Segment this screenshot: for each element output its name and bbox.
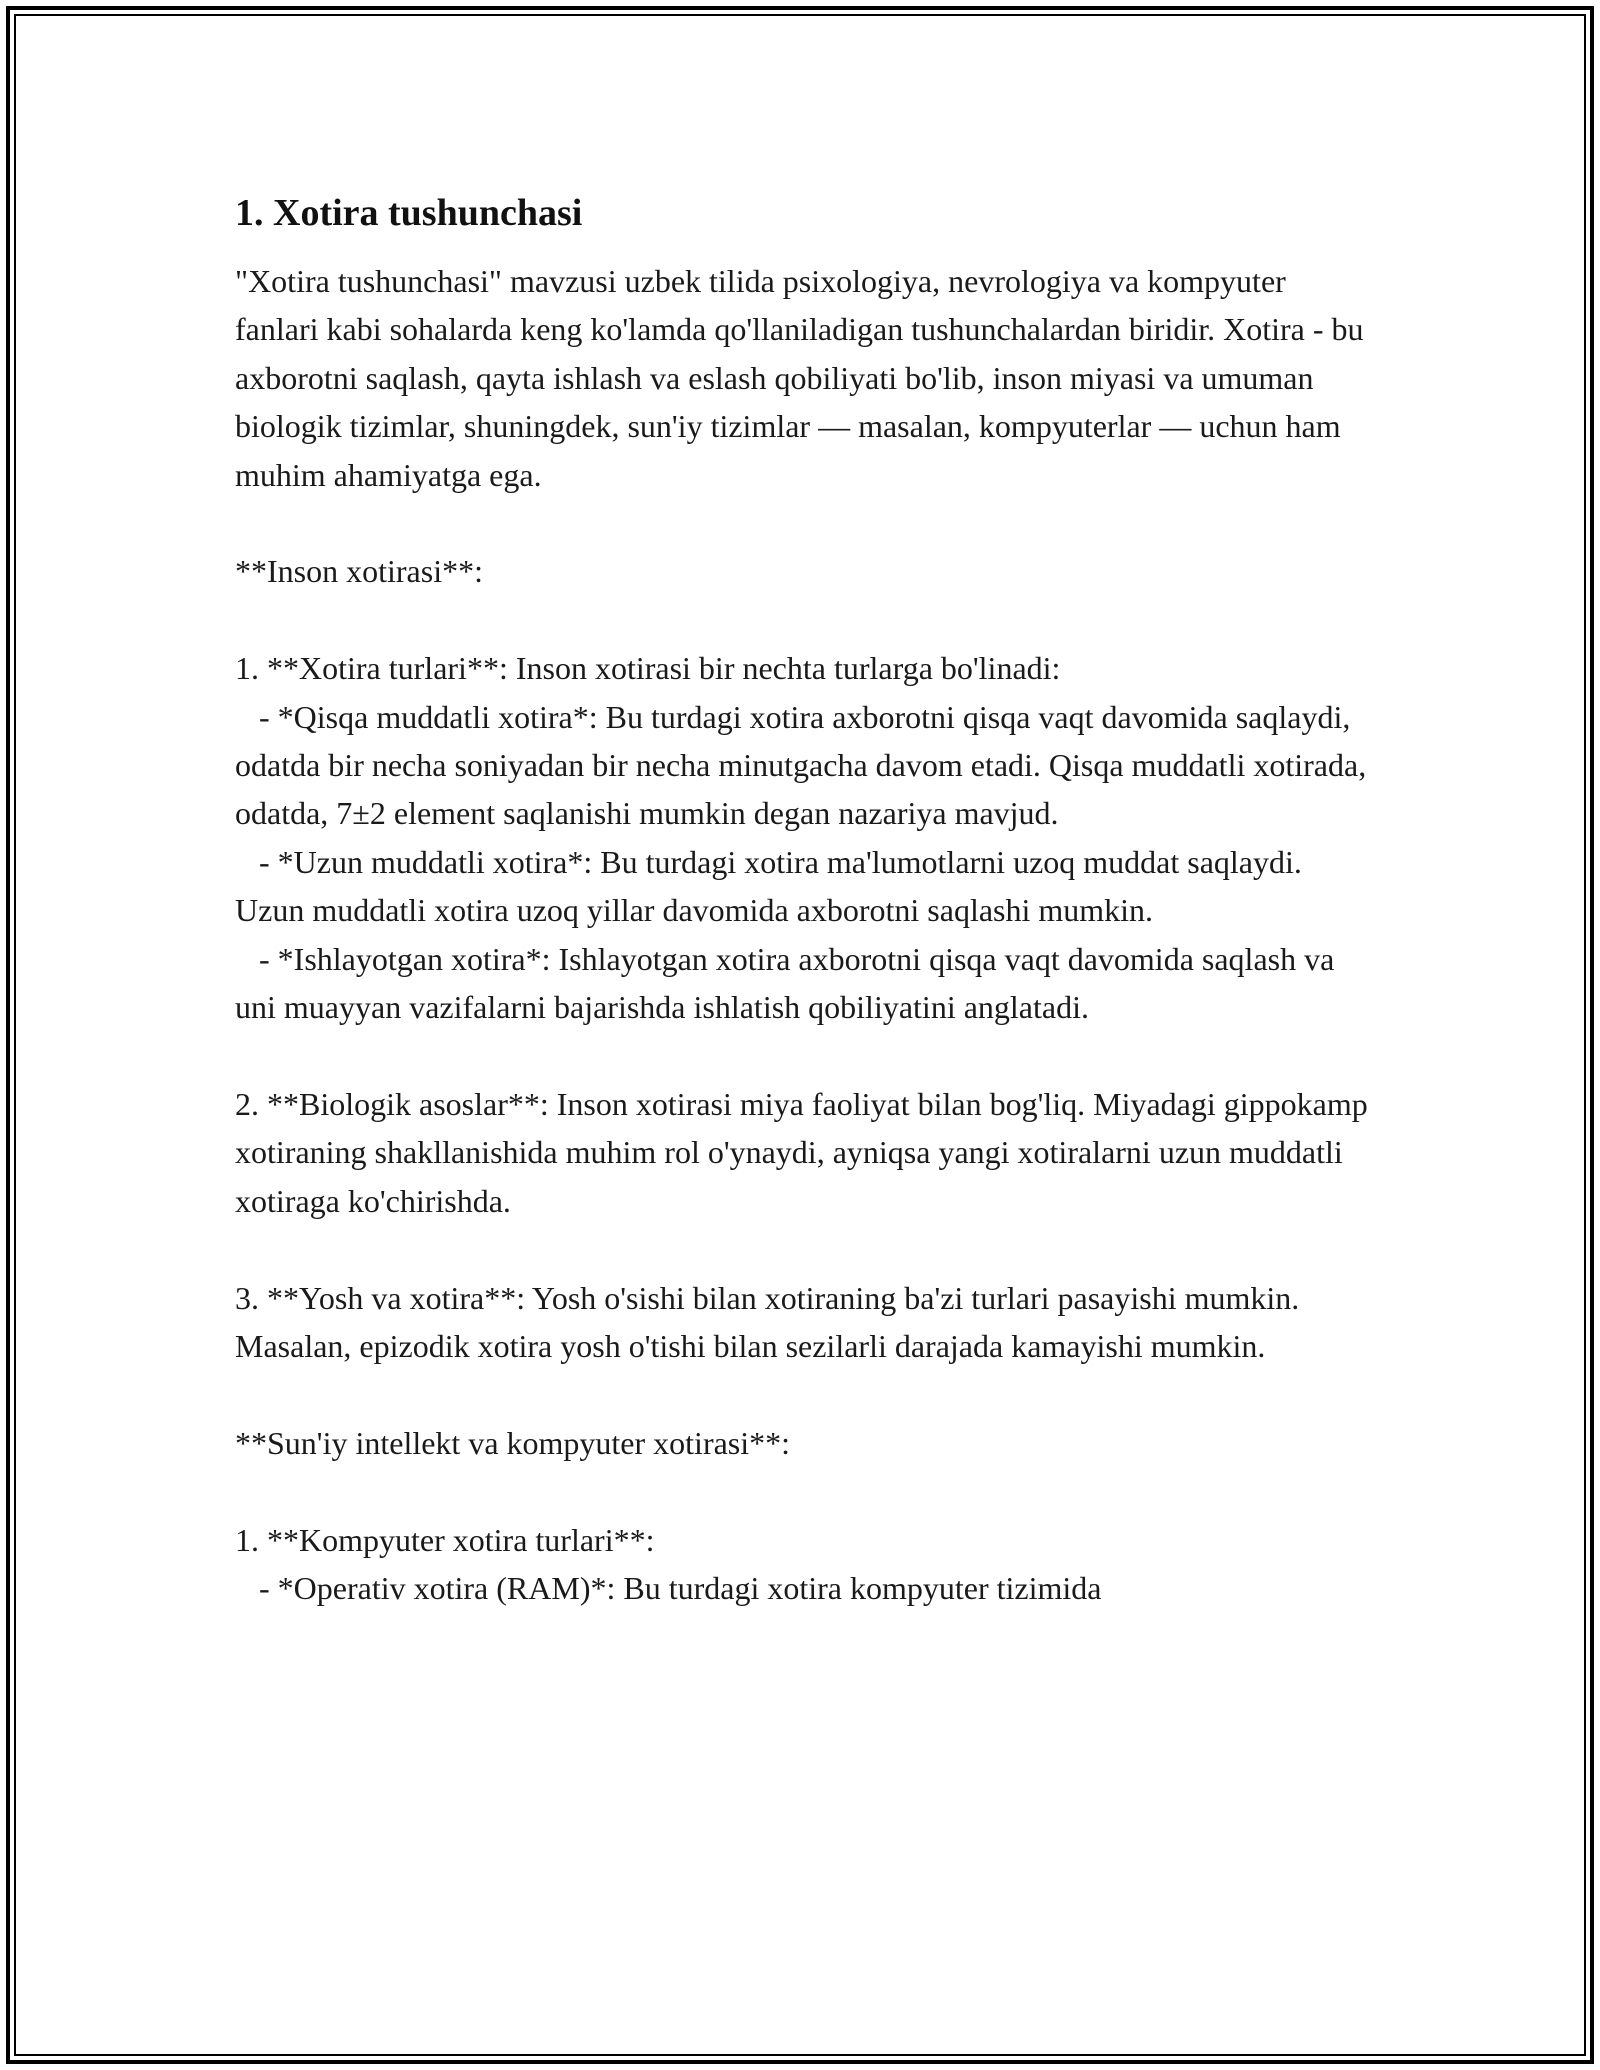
document-body-text: "Xotira tushunchasi" mavzusi uzbek tilida psixologiya, nevrologiya va kompyuter fanlari kabi sohalarda keng ko'lamda qo'llaniladigan tushunchalardan biridir. Xotira - bu axborotni saqlash, qayta ishlash va eslash qobiliyati bo'lib, inson miyasi va umuman biologik tizimlar, shuningdek, sun'iy tizimlar — masalan, kompyuterlar — uchun ham muhim ahamiyatga ega. **Inson xotirasi**: 1. **Xotira turlari**: Inson xotirasi bir nechta turlarga bo'linadi: - *Qisqa muddatli xotira*: Bu turdagi xotira axborotni qisqa vaqt davomida saqlaydi, odatda bir necha soniyadan bir necha minutgacha davom etadi. Qisqa muddatli xotirada, odatda, 7±2 element saqlanishi mumkin degan nazariya mavjud. - *Uzun muddatli xotira*: Bu turdagi xotira ma'lumotlarni uzoq muddat saqlaydi. Uzun muddatli xotira uzoq yillar davomida axborotni saqlashi mumkin. - *Ishlayotgan xotira*: Ishlayotgan xotira axborotni qisqa vaqt davomida saqlash va uni muayyan vazifalarni bajarishda ishlatish qobiliyatini anglatadi. 2. **Biologik asoslar**: Inson xotirasi miya faoliyat bilan bog'liq. Miyadagi gippokamp xotiraning shakllanishida muhim rol o'ynaydi, ayniqsa yangi xotiralarni uzun muddatli xotiraga ko'chirishda. 3. **Yosh va xotira**: Yosh o'sishi bilan xotiraning ba'zi turlari pasayishi mumkin. Masalan, epizodik xotira yosh o'tishi bilan sezilarli darajada kamayishi mumkin. **Sun'iy intellekt va kompyuter xotirasi**: 1. **Kompyuter xotira turlari**: - *Operativ xotira (RAM)*: Bu turdagi xotira kompyuter tizimida <box>235 263 1368 1606</box>
document-content <box>235 185 1375 1612</box>
document-title: 1. Xotira tushunchasi <box>235 192 583 234</box>
